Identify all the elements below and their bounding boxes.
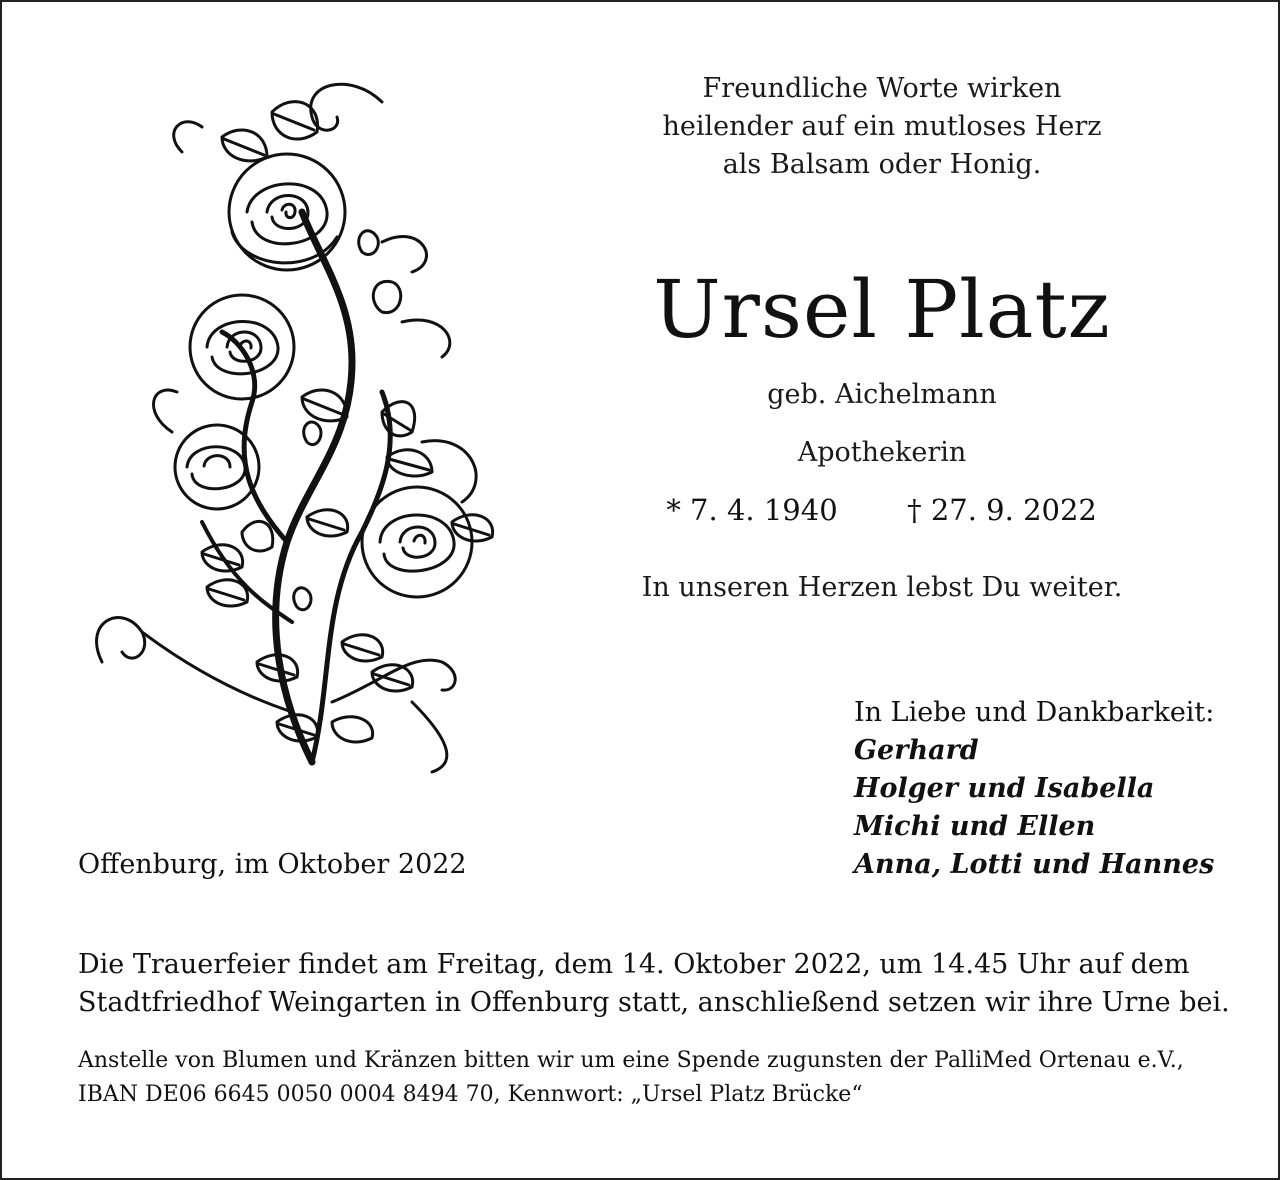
deceased-name: Ursel Platz bbox=[653, 263, 1111, 356]
mourners bbox=[854, 694, 1214, 884]
quote-line: als Balsam oder Honig. bbox=[722, 149, 1042, 180]
mourner-name: Gerhard bbox=[854, 735, 979, 766]
quote bbox=[622, 70, 1142, 184]
birth-name: geb. Aichelmann bbox=[767, 379, 997, 410]
profession: Apothekerin bbox=[797, 437, 967, 468]
mourner-name: Holger und Isabella bbox=[854, 773, 1155, 804]
rose-right bbox=[362, 487, 472, 597]
place-date: Offenburg, im Oktober 2022 bbox=[78, 849, 467, 880]
mourner-name: Anna, Lotti und Hannes bbox=[854, 849, 1215, 880]
rose-branch-icon bbox=[82, 62, 522, 782]
epitaph: In unseren Herzen lebst Du weiter. bbox=[641, 572, 1123, 603]
donation-info bbox=[78, 1044, 1208, 1112]
donation-line: Anstelle von Blumen und Kränzen bitten wir um eine Spende zugunsten der PalliMed Ortenau e.V., bbox=[78, 1048, 1184, 1073]
quote-line: heilender auf ein mutloses Herz bbox=[662, 111, 1102, 142]
mourner-name: Michi und Ellen bbox=[854, 811, 1096, 842]
rose-top bbox=[229, 154, 345, 270]
donation-line: IBAN DE06 6645 0050 0004 8494 70, Kennwort: „Ursel Platz Brücke“ bbox=[78, 1082, 863, 1107]
mourners-intro: In Liebe und Dankbarkeit: bbox=[854, 697, 1215, 728]
death-date: † 27. 9. 2022 bbox=[907, 493, 1097, 527]
ceremony-line: Stadtfriedhof Weingarten in Offenburg statt, anschließend setzen wir ihre Urne bei. bbox=[78, 987, 1230, 1018]
rose-left bbox=[175, 425, 259, 509]
quote-line: Freundliche Worte wirken bbox=[702, 73, 1062, 104]
birth-date: * 7. 4. 1940 bbox=[666, 493, 838, 527]
ceremony-line: Die Trauerfeier findet am Freitag, dem 14. Oktober 2022, um 14.45 Uhr auf dem bbox=[78, 949, 1190, 980]
ceremony-info bbox=[78, 946, 1230, 1022]
